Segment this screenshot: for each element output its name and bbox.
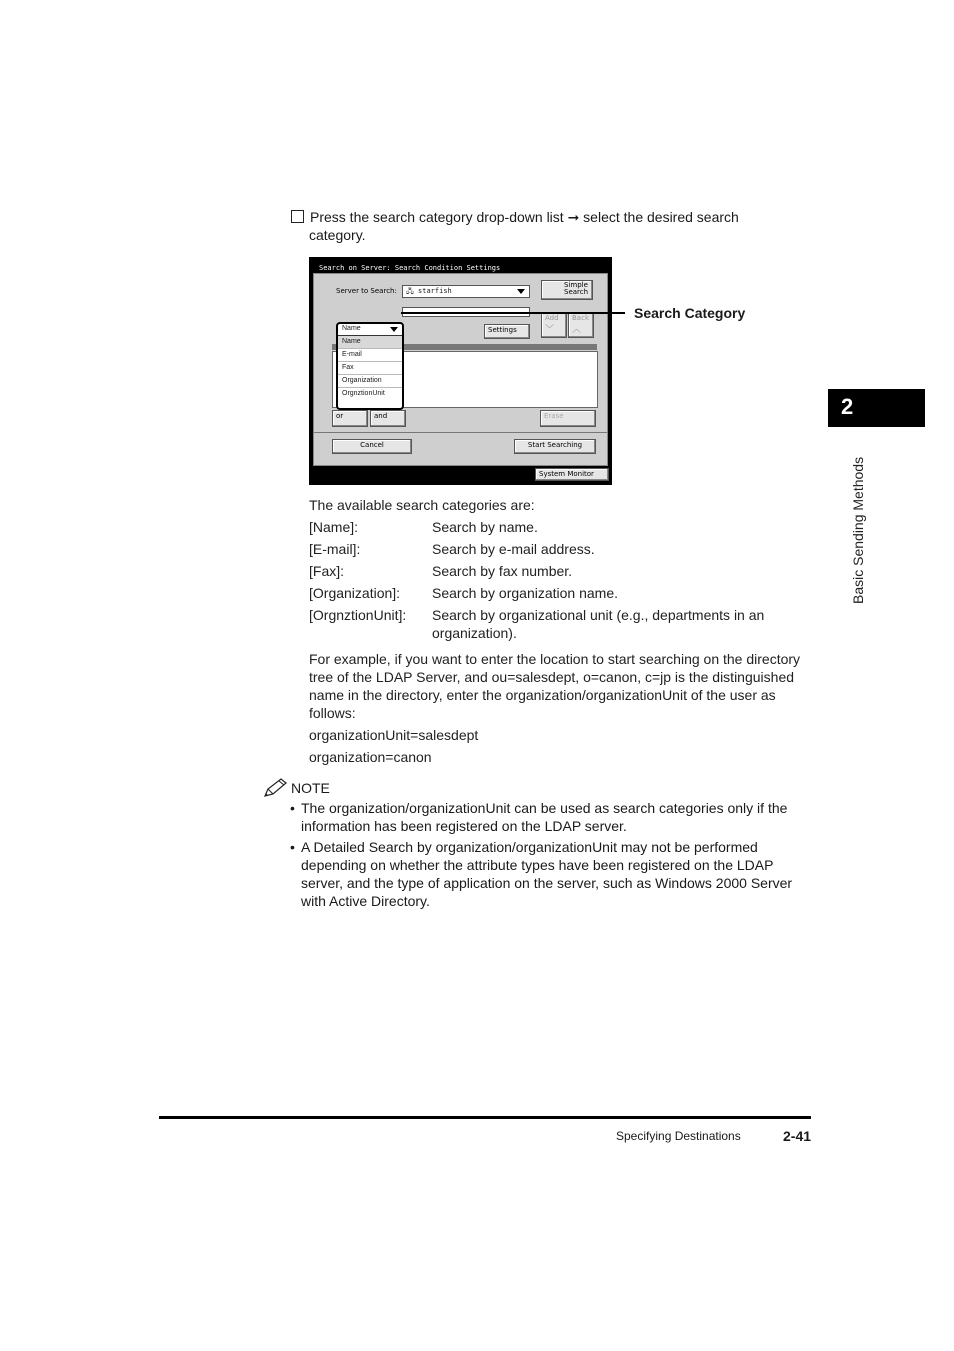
note-title: NOTE bbox=[291, 780, 330, 796]
back-label: Back bbox=[572, 314, 589, 322]
pencil-icon bbox=[262, 777, 288, 799]
double-up-icon: ︿ bbox=[572, 325, 582, 335]
definition-desc: Search by name. bbox=[432, 519, 538, 535]
simple-search-label-2: Search bbox=[564, 288, 589, 296]
definition-row bbox=[309, 606, 809, 646]
divider bbox=[314, 432, 607, 433]
dropdown-item-orgnztionunit[interactable]: OrgnztionUnit bbox=[342, 390, 385, 397]
definition-row bbox=[309, 584, 809, 606]
chapter-number: 2 bbox=[841, 394, 854, 419]
definitions-intro: The available search categories are: bbox=[309, 497, 535, 513]
cancel-button[interactable]: Cancel bbox=[332, 439, 412, 454]
definition-key: [OrgnztionUnit]: bbox=[309, 607, 407, 623]
chapter-tab bbox=[828, 389, 925, 427]
step-instruction bbox=[291, 208, 771, 244]
definition-desc: Search by e-mail address. bbox=[432, 541, 595, 557]
checkbox-icon bbox=[291, 210, 304, 223]
screen-title: Search on Server: Search Condition Settings bbox=[319, 264, 501, 272]
footer-rule bbox=[159, 1116, 811, 1119]
double-down-icon: ﹀ bbox=[545, 325, 555, 335]
definition-desc: Search by fax number. bbox=[432, 563, 573, 579]
search-category-dropdown[interactable] bbox=[336, 322, 404, 410]
dropdown-item-name[interactable]: Name bbox=[338, 336, 402, 349]
definition-desc: Search by organizational unit (e.g., departments in an organization). bbox=[432, 607, 765, 641]
callout-line bbox=[401, 312, 625, 314]
simple-search-button[interactable] bbox=[541, 280, 593, 300]
definition-key: [Organization]: bbox=[309, 585, 401, 601]
definition-row bbox=[309, 540, 809, 562]
erase-button[interactable]: Erase bbox=[540, 410, 596, 427]
definition-desc: Search by organization name. bbox=[432, 585, 618, 601]
system-monitor-button[interactable]: System Monitor bbox=[535, 468, 609, 481]
definition-key: [Name]: bbox=[309, 519, 359, 535]
add-label: Add bbox=[545, 314, 559, 322]
note-bullets bbox=[290, 799, 795, 913]
callout-label: Search Category bbox=[634, 305, 746, 321]
dropdown-item-email[interactable]: E-mail bbox=[338, 349, 402, 362]
note-bullet: • A Detailed Search by organization/organizationUnit may not be performed depending on whether the attribute types have been registered on the LDAP server, and the type of application on the server, such as Windows 2000 Server with Active Directory. bbox=[290, 838, 795, 910]
definition-row bbox=[309, 518, 809, 540]
dropdown-item-fax[interactable]: Fax bbox=[338, 362, 402, 375]
example-paragraph: For example, if you want to enter the location to start searching on the directory tree of the LDAP Server, and ou=salesdept, o=canon, c=jp is the distinguished name in the directory, enter the organization/organizationUnit of the user as follows: bbox=[309, 651, 801, 721]
and-button[interactable]: and bbox=[370, 410, 406, 427]
or-button[interactable]: or bbox=[332, 410, 368, 427]
back-button[interactable] bbox=[568, 312, 594, 338]
dropdown-item-organization[interactable]: Organization bbox=[338, 375, 402, 388]
server-icon: 🖧 bbox=[406, 287, 419, 295]
chevron-down-icon bbox=[390, 327, 398, 332]
footer-page-number: 2-41 bbox=[783, 1128, 812, 1144]
search-condition-screen bbox=[309, 257, 612, 485]
server-label: Server to Search: bbox=[336, 287, 397, 295]
example-line-2: organization=canon bbox=[309, 749, 432, 765]
server-value: starfish bbox=[418, 287, 452, 295]
screen-panel bbox=[313, 273, 608, 466]
step-line-2: category. bbox=[309, 227, 366, 243]
settings-button[interactable]: Settings bbox=[484, 324, 530, 339]
category-definitions bbox=[309, 496, 809, 770]
definition-key: [E-mail]: bbox=[309, 541, 361, 557]
example-line-1: organizationUnit=salesdept bbox=[309, 727, 479, 743]
step-line-1: Press the search category drop-down list ➞ select the desired search bbox=[310, 209, 739, 225]
definition-row bbox=[309, 562, 809, 584]
definition-key: [Fax]: bbox=[309, 563, 345, 579]
footer-section: Specifying Destinations bbox=[616, 1129, 741, 1143]
start-searching-button[interactable]: Start Searching bbox=[514, 439, 596, 454]
add-button[interactable] bbox=[541, 312, 567, 338]
server-select[interactable] bbox=[402, 285, 530, 298]
simple-search-label-1: Simple bbox=[564, 281, 588, 289]
chevron-down-icon bbox=[517, 289, 525, 294]
dropdown-selected[interactable] bbox=[338, 324, 402, 336]
dropdown-selected-label: Name bbox=[342, 325, 361, 332]
note-bullet: • The organization/organizationUnit can be used as search categories only if the information has been registered on the LDAP server. bbox=[290, 799, 795, 835]
side-chapter-label: Basic Sending Methods bbox=[850, 456, 866, 604]
